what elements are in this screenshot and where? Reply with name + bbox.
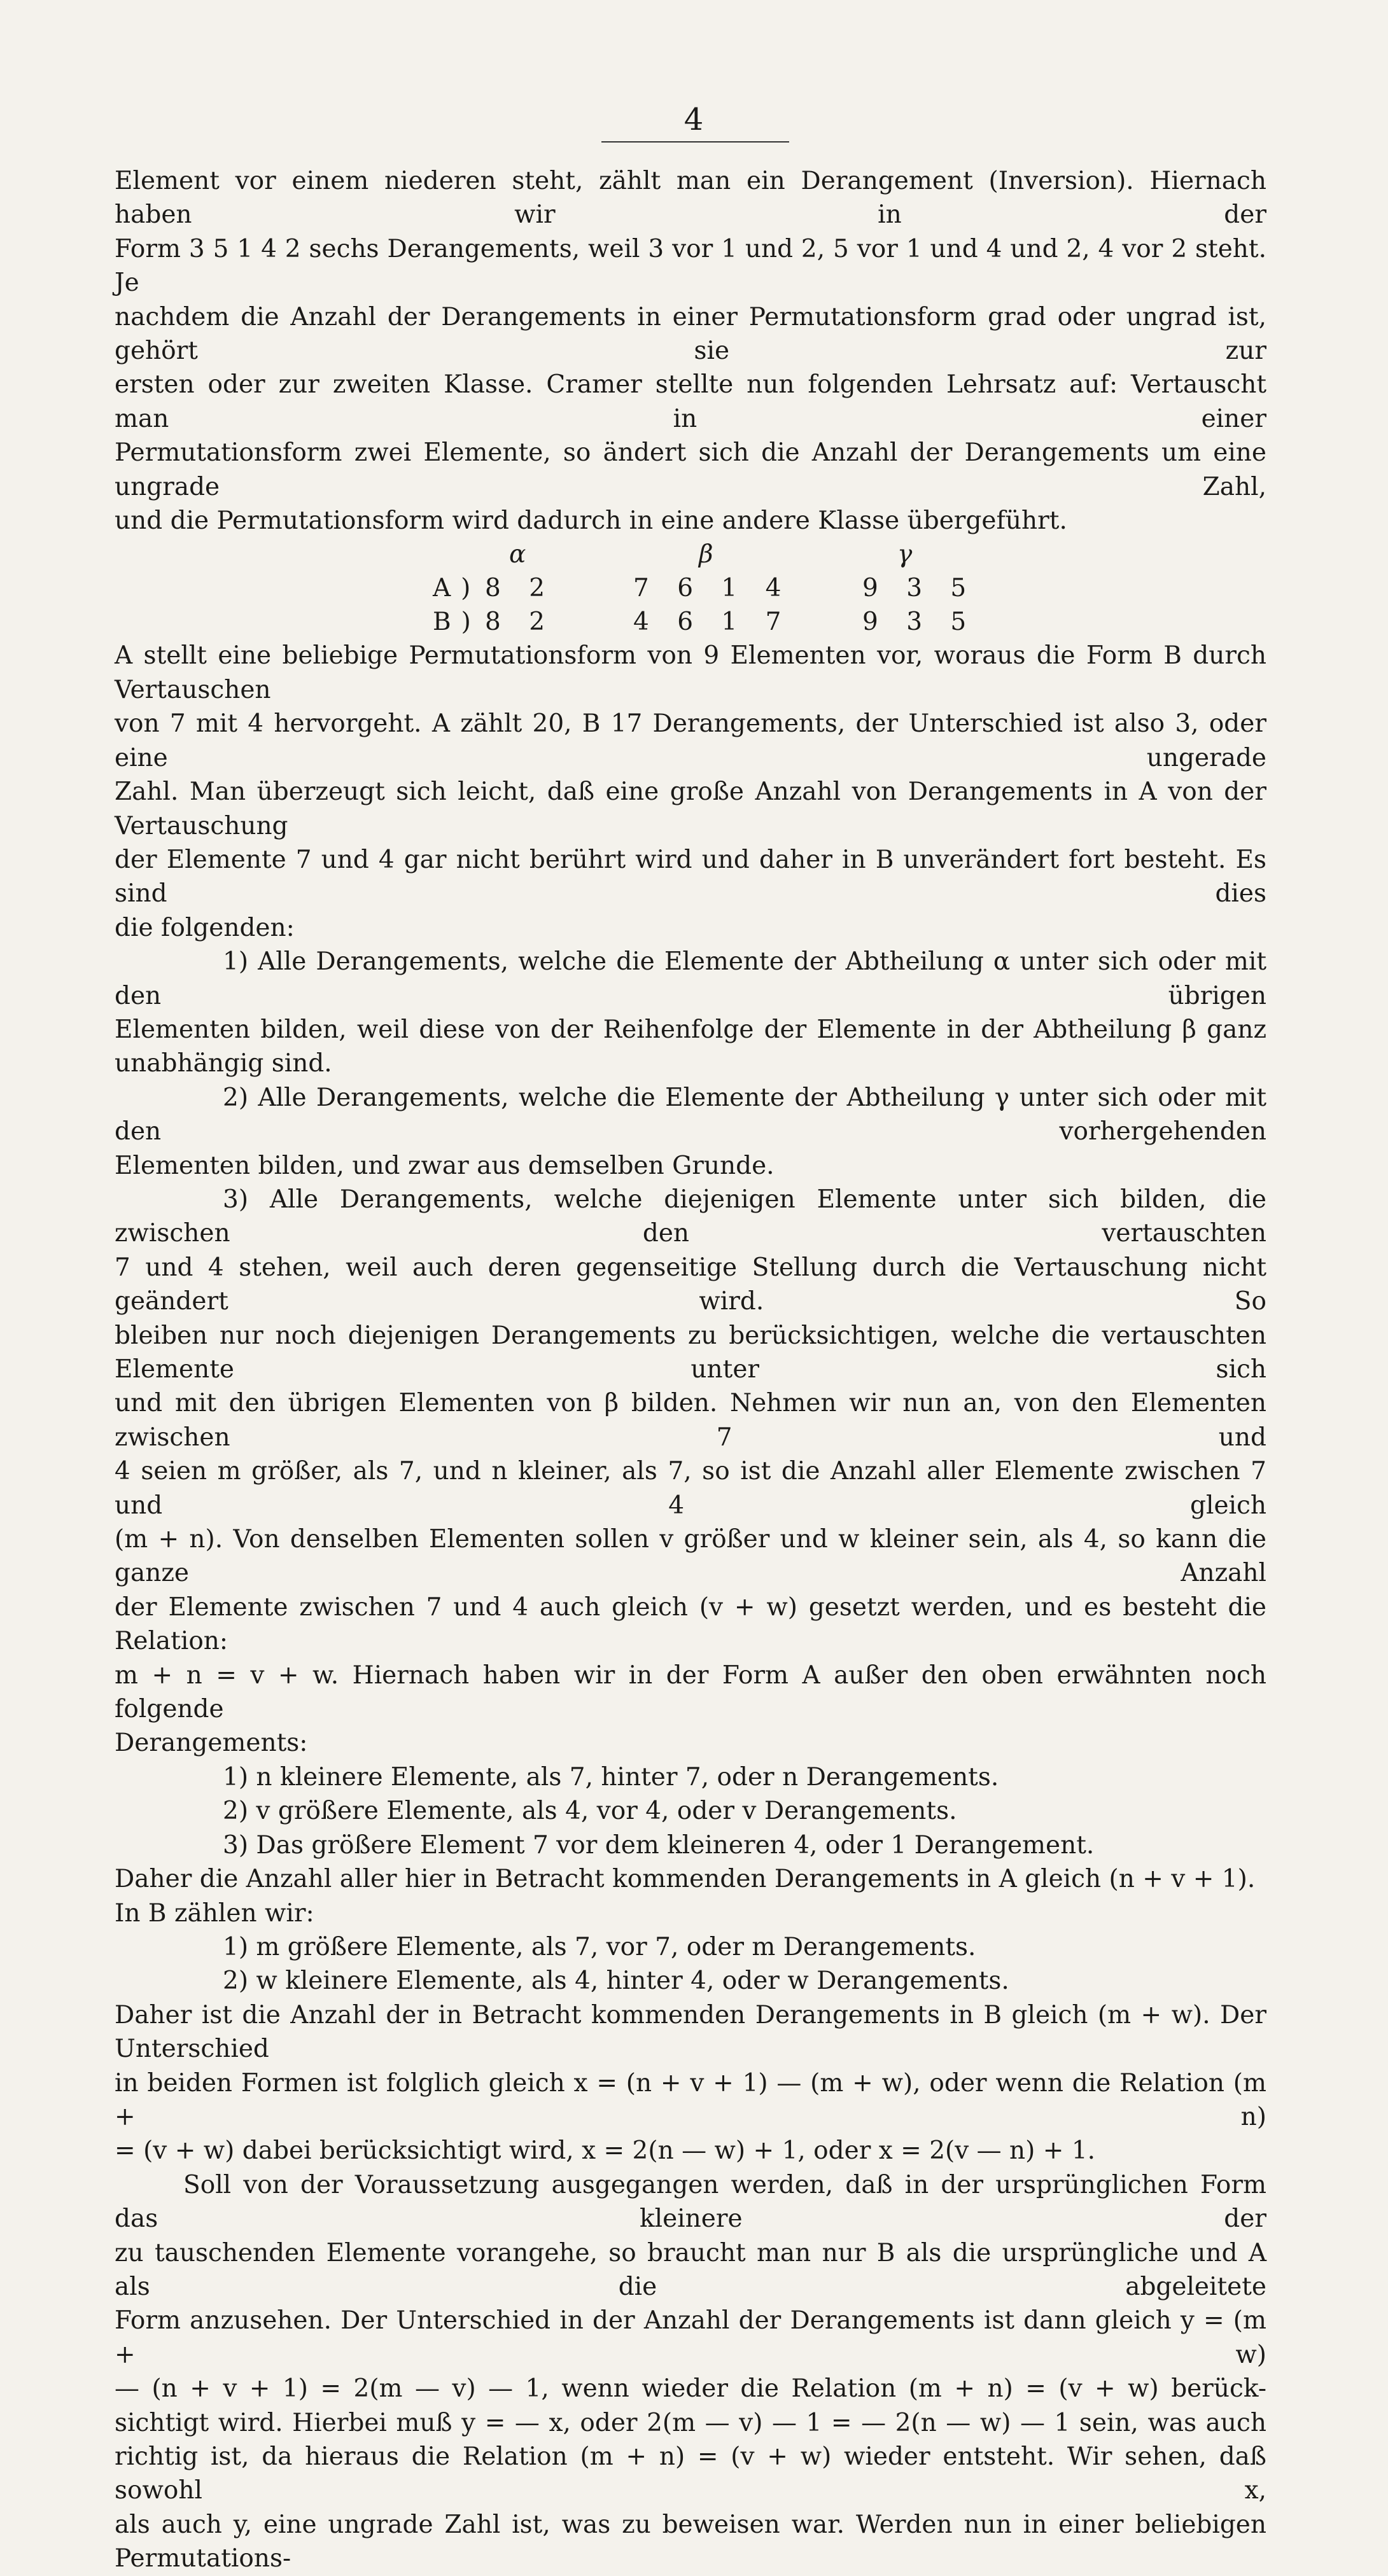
case-line: Derangements: <box>115 1729 308 1758</box>
text-line: ersten oder zur zweiten Klasse. Cramer stellte nun folgenden Lehrsatz auf: Vertauscht man in einer <box>115 370 1266 433</box>
case-line: 3) Alle Derangements, welche diejenigen Elemente unter sich bilden, die zwischen den vertauschten <box>115 1185 1266 1248</box>
case-line: und mit den übrigen Elementen von β bilden. Nehmen wir nun an, von den Elementen zwischen 7 und <box>115 1389 1266 1452</box>
text-line: Form 3 5 1 4 2 sechs Derangements, weil 3 vor 1 und 2, 5 vor 1 und 4 und 2, 4 vor 2 steht. Je <box>115 234 1266 298</box>
body-text <box>115 164 1266 2576</box>
text-line: Zahl. Man überzeugt sich leicht, daß eine große Anzahl von Derangements in A von der Vertauschung <box>115 777 1266 840</box>
row-label: A) <box>433 574 481 603</box>
text-line: Permutationsform zwei Elemente, so ändert sich die Anzahl der Derangements um eine ungrade Zahl, <box>115 438 1266 501</box>
list-item: 3) Das größere Element 7 vor dem kleineren 4, oder 1 Derangement. <box>223 1830 1095 1860</box>
list-item: 2) v größere Elemente, als 4, vor 4, oder v Derangements. <box>223 1797 957 1826</box>
beta-digits: 4 6 1 7 <box>633 608 792 637</box>
case-line: 1) Alle Derangements, welche die Elemente der Abtheilung α unter sich oder mit den übrigen <box>115 947 1266 1010</box>
text-line: die folgenden: <box>115 913 295 942</box>
example-group-headers <box>115 538 1266 571</box>
case-line: Elementen bilden, und zwar aus demselben Grunde. <box>115 1151 775 1180</box>
text-line: Form anzusehen. Der Unterschied in der Anzahl der Derangements ist dann gleich y = (m + w) <box>115 2306 1266 2369</box>
text-line: Daher ist die Anzahl der in Betracht kommenden Derangements in B gleich (m + w). Der Unterschied <box>115 2000 1266 2064</box>
text-line: Daher die Anzahl aller hier in Betracht kommenden Derangements in A gleich (n + v + 1). <box>115 1865 1256 1894</box>
text-line: und die Permutationsform wird dadurch in eine andere Klasse übergeführt. <box>115 506 1067 536</box>
alpha-header: α <box>509 540 526 569</box>
alpha-digits: 8 2 <box>485 574 556 603</box>
text-line: Soll von der Voraussetzung ausgegangen werden, daß in der ursprünglichen Form das kleinere der <box>115 2170 1266 2234</box>
case-line: 4 seien m größer, als 7, und n kleiner, als 7, so ist die Anzahl aller Elemente zwischen 7 und 4 gleich <box>115 1457 1266 1520</box>
case-line: bleiben nur noch diejenigen Derangements zu berücksichtigen, welche die vertauschten Elemente unter sich <box>115 1321 1266 1384</box>
text-line: sichtigt wird. Hierbei muß y = — x, oder 2(m — v) — 1 = — 2(n — w) — 1 sein, was auch <box>115 2408 1266 2437</box>
beta-header: β <box>699 540 713 569</box>
alpha-digits: 8 2 <box>485 608 556 637</box>
text-line: richtig ist, da hieraus die Relation (m + n) = (v + w) wieder entsteht. Wir sehen, daß sowohl x, <box>115 2442 1266 2505</box>
beta-digits: 7 6 1 4 <box>633 574 792 603</box>
case-line: 2) Alle Derangements, welche die Elemente der Abtheilung γ unter sich oder mit den vorhergehenden <box>115 1083 1266 1146</box>
list-item: 1) m größere Elemente, als 7, vor 7, oder m Derangements. <box>223 1932 976 1961</box>
text-line: der Elemente 7 und 4 gar nicht berührt wird und daher in B unverändert fort besteht. Es sind dies <box>115 845 1266 909</box>
case-line: der Elemente zwischen 7 und 4 auch gleich (v + w) gesetzt werden, und es besteht die Relation: <box>115 1592 1266 1656</box>
header-rule <box>601 141 789 143</box>
text-line: zu tauschenden Elemente vorangehe, so braucht man nur B als die ursprüngliche und A als die abgeleitete <box>115 2238 1266 2301</box>
text-line: von 7 mit 4 hervorgeht. A zählt 20, B 17 Derangements, der Unterschied ist also 3, oder eine ungerade <box>115 709 1266 772</box>
text-line: = (v + w) dabei berücksichtigt wird, x = 2(n — w) + 1, oder x = 2(v — n) + 1. <box>115 2136 1096 2166</box>
text-line: A stellt eine beliebige Permutationsform von 9 Elementen vor, woraus die Form B durch Vertauschen <box>115 641 1266 704</box>
text-line: In B zählen wir: <box>115 1898 314 1928</box>
text-line: — (n + v + 1) = 2(m — v) — 1, wenn wieder die Relation (m + n) = (v + w) berück- <box>115 2374 1266 2404</box>
row-label: B) <box>433 608 481 637</box>
case-line: Elementen bilden, weil diese von der Reihenfolge der Elemente in der Abtheilung β ganz unabhängig sind. <box>115 1015 1266 1078</box>
case-line: 7 und 4 stehen, weil auch deren gegenseitige Stellung durch die Vertauschung nicht geändert wird. So <box>115 1253 1266 1316</box>
text-line: Element vor einem niederen steht, zählt man ein Derangement (Inversion). Hiernach haben wir in der <box>115 167 1266 230</box>
text-line: als auch y, eine ungrade Zahl ist, was zu beweisen war. Werden nun in einer beliebigen Permutations- <box>115 2510 1266 2573</box>
list-item: 1) n kleinere Elemente, als 7, hinter 7, oder n Derangements. <box>223 1762 999 1792</box>
text-line: in beiden Formen ist folglich gleich x = (n + v + 1) — (m + w), oder wenn die Relation (m + n) <box>115 2068 1266 2131</box>
example-row-b <box>115 605 1266 639</box>
text-line: nachdem die Anzahl der Derangements in einer Permutationsform grad oder ungrad ist, gehört sie zur <box>115 302 1266 366</box>
list-item: 2) w kleinere Elemente, als 4, hinter 4, oder w Derangements. <box>223 1967 1009 1996</box>
case-line: m + n = v + w. Hiernach haben wir in der Form A außer den oben erwähnten noch folgende <box>115 1660 1266 1724</box>
page-number: 4 <box>683 102 704 137</box>
case-line: (m + n). Von denselben Elementen sollen v größer und w kleiner sein, als 4, so kann die ganze Anzahl <box>115 1525 1266 1588</box>
gamma-digits: 9 3 5 <box>862 608 977 637</box>
gamma-digits: 9 3 5 <box>862 574 977 603</box>
example-row-a <box>115 571 1266 605</box>
gamma-header: γ <box>897 540 913 569</box>
